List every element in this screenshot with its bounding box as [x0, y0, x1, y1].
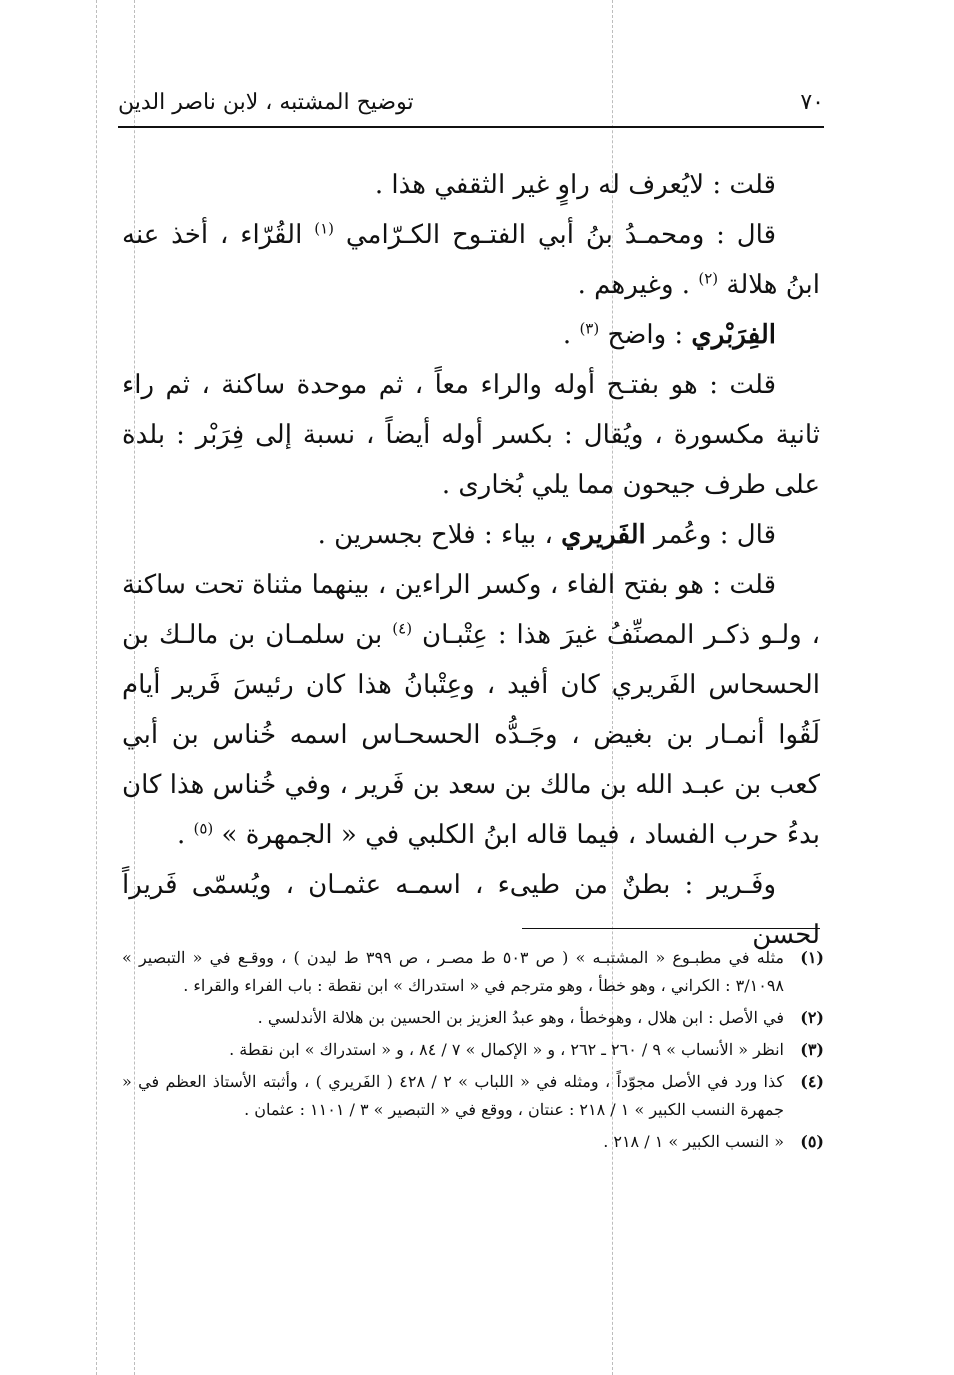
footnotes	[122, 944, 824, 1160]
footnote-ref: (١)	[314, 219, 334, 238]
footnote-number: (١)	[800, 948, 824, 967]
footnote-text: « النسب الكبير » ١ / ٢١٨ .	[603, 1132, 784, 1151]
paragraph-text: بن سلمـان بن مالـك بن الحسحاس الفَريري كان أفيد ، وعِتْبانُ هذا كان رئيسَ فَرير أيام لَقُوا أنمـار بن بغيض ، وجَـدُّه الحسحـاس اسمه خُناس بن أبي كعب بن عبـد الله بن مالك بن سعد بن فَرير ، وفي خُناس هذا كان بدءُ حرب الفساد ، فيما قاله ابنُ الكلبي في « الجمهرة »	[122, 620, 820, 850]
paragraph-text: قلت : هو بفتـح أوله والراء معاً ، ثم موحدة ساكنة ، ثم راء ثانية مكسورة ، ويُقال : بكسر أوله أيضاً ، نسبة إلى فِرَبْر : بلدة على طرف جيحون مما يلي بُخارى .	[122, 370, 820, 500]
running-title: توضيح المشتبه ، لابن ناصر الدين	[118, 89, 414, 115]
paragraph	[122, 310, 820, 360]
footnote-number: (٤)	[800, 1072, 824, 1091]
paragraph-text: قلت : هو بفتح الفاء ، وكسر الراءين ، بينهما مثناة تحت ساكنة ، ولـو ذكـر المصنِّفُ غيرَ هذا : عِتْبـان	[122, 570, 821, 650]
main-text	[122, 160, 820, 960]
paragraph-text: . وغيرهم .	[577, 270, 691, 300]
paragraph-text: .	[562, 320, 572, 350]
entry-headword: الفِرَبْري	[691, 320, 776, 350]
footnote-text: انظر « الأنساب » ٩ / ٢٦٠ ـ ٢٦٢ ، و « الإكمال » ٧ / ٨٤ ، و « استدراك » ابن نقطة .	[229, 1040, 784, 1059]
footnote-ref: (٢)	[698, 269, 719, 288]
paragraph	[122, 510, 820, 560]
footnote-item	[122, 944, 824, 1000]
paragraph-text: وفَـرير : بطنٌ من طيىء ، اسمـه عثمـان ، ويُسمّى فَريراً لحسن	[122, 870, 820, 950]
footnote-item	[122, 1068, 824, 1124]
footnote-number: (٢)	[800, 1008, 824, 1027]
paragraph-text: : واضح	[607, 320, 684, 350]
paragraph-text: قلت : لايُعرف له راوٍ غير الثقفي هذا .	[374, 170, 776, 200]
page-number: ٧٠	[800, 89, 824, 115]
footnote-ref: (٤)	[392, 619, 413, 638]
footnote-text: كذا ورد في الأصل مجوّداً ، ومثله في « اللباب » ٢ / ٤٢٨ ( الفَريري ) ، وأثبته الأستاذ العظم في « جمهرة النسب الكبير » ١ / ٢١٨ : عنتان ، ووقع في « التبصير » ٣ / ١١٠١ : عثمان .	[122, 1072, 785, 1119]
paragraph	[122, 360, 820, 510]
entry-headword: الفَريري	[561, 520, 646, 550]
footnote-item	[122, 1004, 824, 1032]
footnote-ref: (٥)	[193, 819, 214, 838]
header-rule	[118, 126, 824, 128]
page-header	[118, 82, 824, 122]
paragraph	[122, 560, 820, 860]
footnote-separator	[522, 928, 820, 929]
paragraph-text: القُرّاء ، أخذ عنه ابنُ هلالة	[122, 220, 820, 300]
footnote-text: في الأصل : ابن هلال ، وهوخطأ ، وهو عبدُ العزيز بن الحسين بن هلالة الأندلسي .	[257, 1008, 784, 1027]
footnote-ref: (٣)	[579, 319, 600, 338]
footnote-item	[122, 1128, 824, 1156]
paragraph-text: قال : ومحمـدُ بنُ أبي الفتـوح الكـرّامي	[345, 220, 777, 250]
scan-artifact-line	[96, 0, 97, 1375]
paragraph-text: ، بياء : فلاح بجسرين .	[317, 520, 553, 550]
paragraph-text: قال : وعُمر	[654, 520, 776, 550]
footnote-number: (٣)	[800, 1040, 824, 1059]
footnote-item	[122, 1036, 824, 1064]
paragraph-text: .	[176, 820, 186, 850]
footnote-number: (٥)	[800, 1132, 824, 1151]
paragraph	[122, 210, 820, 310]
paragraph	[122, 160, 820, 210]
footnote-text: مثله في مطبـوع « المشتبـه » ( ص ٥٠٣ ط مصـر ، ص ٣٩٩ ط ليدن ) ، ووقـع في « التبصير » ٣/١٠٩٨ : الكراني ، وهو خطأ ، وهو مترجم في « استدراك » ابن نقطة : باب الفراء والقراء .	[122, 948, 785, 995]
